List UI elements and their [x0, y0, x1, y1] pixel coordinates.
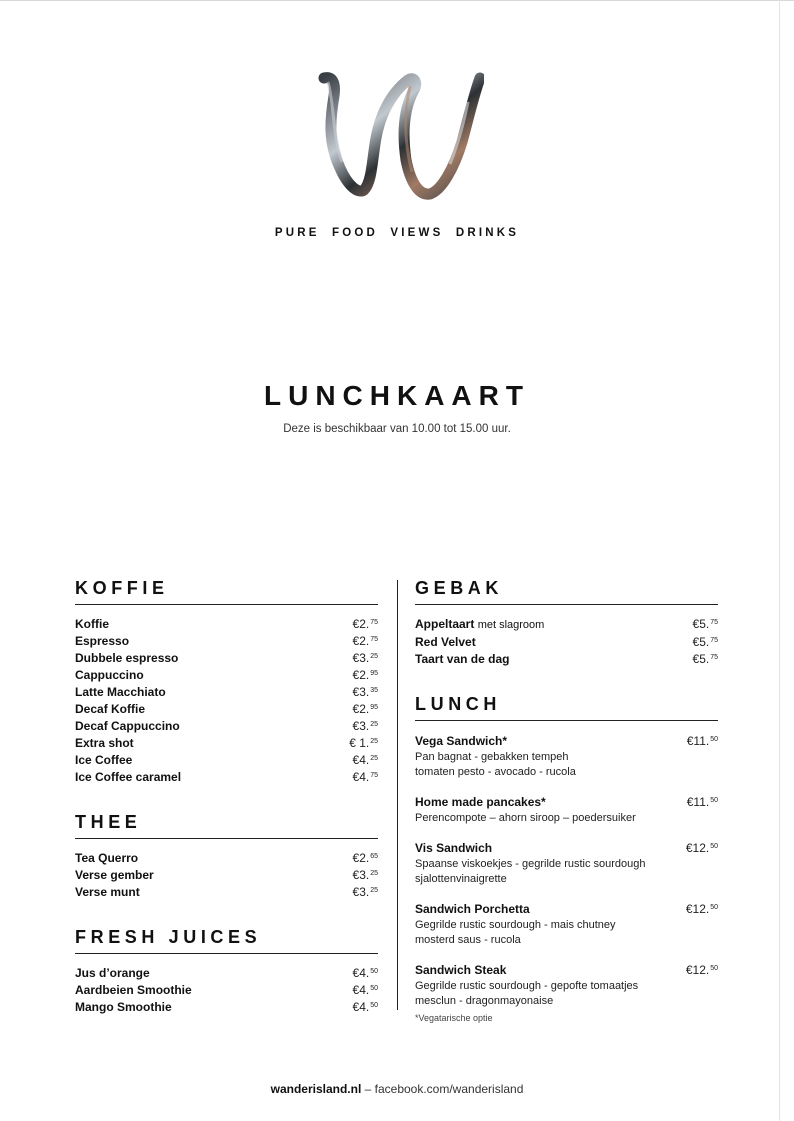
item-name: Vega Sandwich*: [415, 734, 508, 748]
item-price: €5.75: [692, 652, 718, 666]
item-name: Espresso: [75, 634, 130, 648]
item-name: Sandwich Steak: [415, 963, 507, 977]
item-name: Verse munt: [75, 885, 140, 899]
item-description: mosterd saus - rucola: [415, 934, 521, 946]
item-price: €4.50: [352, 1000, 378, 1014]
item-description: Perencompote – ahorn siroop – poedersuiker: [415, 812, 636, 824]
item-price: €12.50: [685, 841, 718, 855]
right-column: [415, 577, 718, 1049]
item-name: Dubbele espresso: [75, 651, 179, 665]
item-name: Ice Coffee: [75, 753, 133, 767]
page-top-edge: [0, 0, 794, 1]
item-price: €5.75: [692, 617, 718, 631]
section-rule: [75, 953, 378, 954]
section-title-lunch: LUNCH: [415, 694, 501, 714]
item-price: €4.50: [352, 966, 378, 980]
item-name: Red Velvet: [415, 635, 476, 649]
lunch-section: [415, 693, 718, 1023]
section-rule: [75, 838, 378, 839]
item-price: €12.50: [685, 902, 718, 916]
menu-item: [75, 849, 378, 866]
item-description: sjalottenvinaigrette: [415, 873, 507, 885]
menu-item: [75, 751, 378, 768]
lunch-item: [415, 899, 718, 948]
item-price: €2.75: [352, 617, 378, 631]
juices-section: [75, 926, 378, 1015]
item-name: Latte Macchiato: [75, 685, 166, 699]
item-price: €3.25: [352, 885, 378, 899]
menu-item: [75, 683, 378, 700]
lunch-item: [415, 838, 718, 887]
item-label: Appeltaart met slagroom: [415, 617, 545, 631]
menu-item: [75, 700, 378, 717]
page-title: LUNCHKAART: [264, 380, 530, 411]
item-name: Tea Querro: [75, 851, 139, 865]
footer-website-link[interactable]: wanderisland.nl: [270, 1082, 362, 1096]
menu-item: [415, 615, 718, 633]
item-description: Gegrilde rustic sourdough - mais chutney: [415, 919, 616, 931]
tagline: PURE FOOD VIEWS DRINKS: [274, 227, 520, 239]
item-name: Verse gember: [75, 868, 154, 882]
item-price: €11.50: [686, 734, 718, 748]
item-price: €4.50: [352, 983, 378, 997]
menu-item: [75, 866, 378, 883]
item-price: € 1.25: [349, 736, 378, 750]
footer: [0, 1082, 794, 1096]
item-name: Vis Sandwich: [415, 841, 493, 855]
item-price: €3.35: [352, 685, 378, 699]
section-title-koffie: KOFFIE: [75, 578, 169, 598]
wanderisland-logo: [318, 72, 484, 200]
item-name: Sandwich Porchetta: [415, 902, 530, 916]
section-title-fresh-juices: FRESH JUICES: [75, 927, 262, 947]
item-price: €2.95: [352, 702, 378, 716]
item-name: Koffie: [75, 617, 109, 631]
menu-item: [75, 768, 378, 785]
menu-item: [75, 883, 378, 900]
item-price: €4.75: [352, 770, 378, 784]
item-price: €2.65: [352, 851, 378, 865]
item-description: Gegrilde rustic sourdough - gepofte tomaatjes: [415, 980, 639, 992]
thee-section: [75, 811, 378, 900]
item-name: Home made pancakes*: [415, 795, 546, 809]
item-price: €2.95: [352, 668, 378, 682]
menu-item: [75, 734, 378, 751]
footer-facebook-link[interactable]: – facebook.com/wanderisland: [361, 1082, 524, 1096]
menu-item: [75, 632, 378, 649]
menu-item: [415, 633, 718, 650]
section-rule: [75, 604, 378, 605]
item-name: Extra shot: [75, 736, 134, 750]
item-extra: met slagroom: [477, 619, 545, 631]
column-divider: [397, 580, 398, 1010]
section-title-gebak: GEBAK: [415, 578, 504, 598]
menu-item: [75, 666, 378, 683]
item-name: Ice Coffee caramel: [75, 770, 182, 784]
item-name: Taart van de dag: [415, 652, 510, 666]
menu-item: [415, 650, 718, 667]
item-price: €5.75: [692, 635, 718, 649]
gebak-section: [415, 577, 718, 667]
item-name: Decaf Cappuccino: [75, 719, 180, 733]
lunch-item: [415, 792, 718, 826]
item-description: mesclun - dragonmayonaise: [415, 995, 554, 1007]
menu-item: [75, 615, 378, 632]
section-rule: [415, 720, 718, 721]
item-name: Mango Smoothie: [75, 1000, 172, 1014]
item-price: €3.25: [352, 651, 378, 665]
item-price: €4.25: [352, 753, 378, 767]
vegetarian-note: *Vegatarische optie: [415, 1013, 493, 1023]
lunch-item: [415, 960, 718, 1009]
item-description: Pan bagnat - gebakken tempeh: [415, 751, 569, 763]
menu-item: [75, 964, 378, 981]
item-name: Decaf Koffie: [75, 702, 146, 716]
page-subtitle: Deze is beschikbaar van 10.00 tot 15.00 uur.: [283, 423, 511, 435]
item-name: Jus d’orange: [75, 966, 150, 980]
item-price: €11.50: [686, 795, 718, 809]
item-price: €3.25: [352, 719, 378, 733]
menu-item: [75, 998, 378, 1015]
item-name: Aardbeien Smoothie: [75, 983, 192, 997]
item-description: Spaanse viskoekjes - gegrilde rustic sourdough: [415, 858, 646, 870]
item-description: tomaten pesto - avocado - rucola: [415, 766, 576, 778]
menu-item: [75, 717, 378, 734]
item-price: €12.50: [685, 963, 718, 977]
menu-item: [75, 649, 378, 666]
koffie-section: [75, 577, 378, 785]
lunch-item: [415, 731, 718, 780]
item-name: Cappuccino: [75, 668, 144, 682]
section-title-thee: THEE: [75, 812, 142, 832]
left-column: [75, 577, 378, 1041]
item-price: €3.25: [352, 868, 378, 882]
section-rule: [415, 604, 718, 605]
page-right-edge: [779, 0, 780, 1121]
menu-item: [75, 981, 378, 998]
item-price: €2.75: [352, 634, 378, 648]
